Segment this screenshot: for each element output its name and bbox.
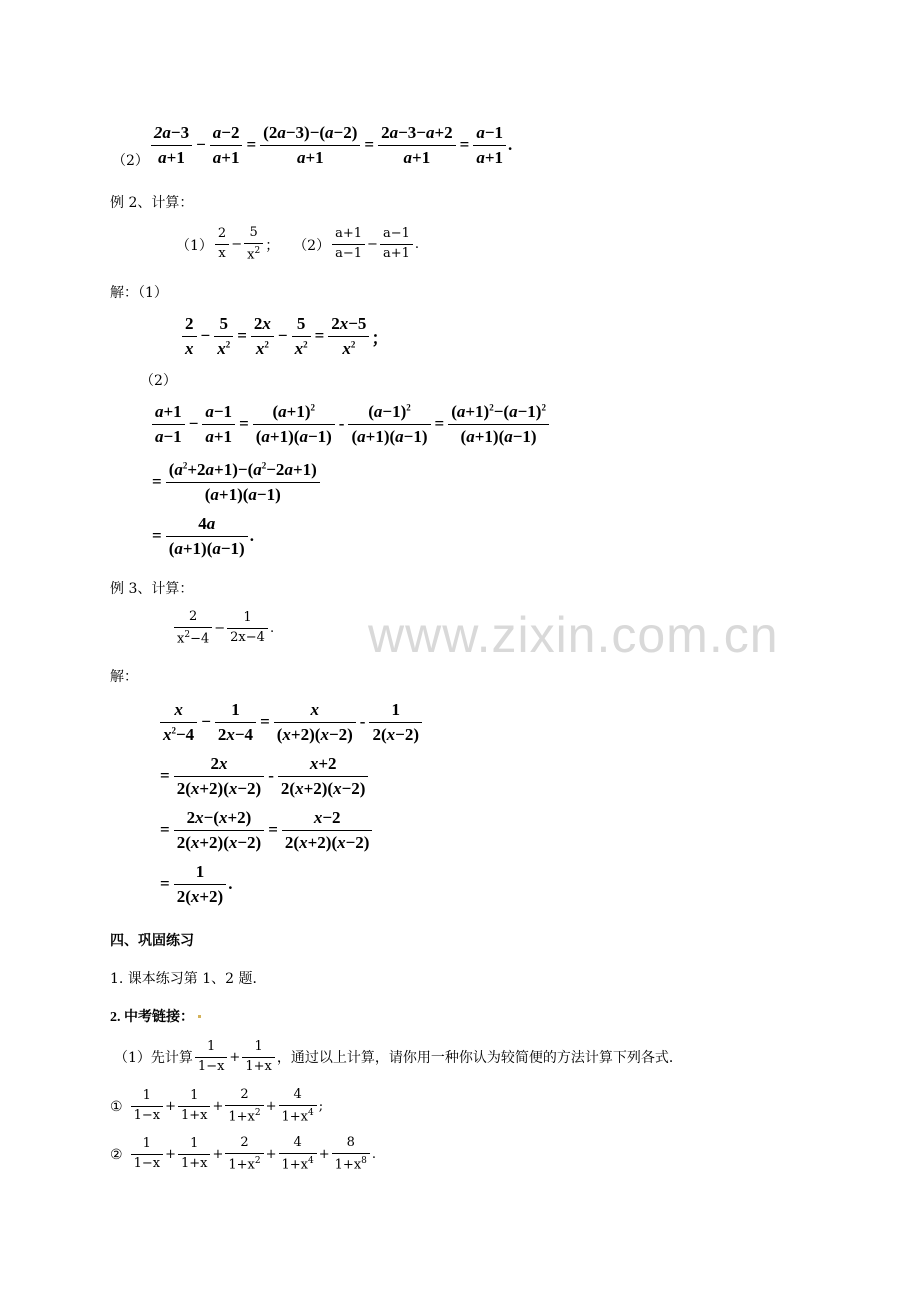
part2-label: （2） (112, 153, 149, 169)
section4-title: 四、巩固练习 (110, 934, 194, 949)
fraction: $\frac{2a-3-a+2}{a+1}$ (378, 123, 456, 167)
problem1-label: （1） (176, 237, 213, 254)
exam1-label: （1）先计算 (114, 1050, 193, 1067)
fraction: $\frac{(2a-3)-(a-2)}{a+1}$ (260, 123, 360, 167)
solution3-step2: = $\frac{2x}{2(x+2)(x-2)}$ - $\frac{x+2}{2(x+2)(x-2)}$ (158, 754, 370, 798)
circle-1: ① (110, 1098, 123, 1115)
example2-title: 例 2、计算： (110, 195, 194, 211)
solution1-label: 解：（1） (110, 285, 168, 301)
practice-item-2 (110, 1006, 201, 1026)
solution3-step4: = $\frac{1}{2(x+2)}$ . (160, 862, 233, 906)
solution2-step2: = $\frac{(a^2+2a+1)-(a^2-2a+1)}{(a+1)(a-1)}$ (150, 460, 322, 504)
watermark: www.zixin.com.cn (368, 607, 779, 663)
circle-2: ② (110, 1146, 123, 1163)
exam-question-1: （1）先计算 $\frac{1}{1-x}$ + $\frac{1}{1+x}$ ，通过以上计算，请你用一种你认为较简便的方法计算下列各式． (114, 1039, 683, 1074)
solution3-step3: = $\frac{2x-(x+2)}{2(x+2)(x-2)}$ = $\frac{x-2}{2(x+2)(x-2)}$ (158, 808, 374, 852)
solution3-step1: $\frac{x}{x^2-4}$ − $\frac{1}{2x-4}$ = $\frac{x}{(x+2)(x-2)}$ - $\frac{1}{2(x-2)}$ (158, 700, 424, 744)
solution2-step1: $\frac{a+1}{a-1}$ − $\frac{a-1}{a+1}$ = $\frac{(a+1)^2}{(a+1)(a-1)}$ - $\frac{(a-1)^2}{(a+1)(a-1)}$ = $\frac{(a+1)^2-(a-1)^2}{(a+1)(a-1)}$ (150, 402, 551, 446)
fraction: $\frac{a-2}{a+1}$ (210, 123, 243, 167)
practice-item-1: 1. 课本练习第 1、2 题． (110, 971, 267, 987)
practice-item-2-label: 2. 中考链接： (110, 1010, 194, 1025)
solution1-equation: $\frac{2}{x}$ − $\frac{5}{x^2}$ = $\frac{2x}{x^2}$ − $\frac{5}{x^2}$ = $\frac{2x-5}{x^2}$ ； (180, 314, 388, 358)
solution2-label: （2） (140, 373, 177, 389)
problem2-label: （2） (293, 237, 331, 254)
fraction: $\frac{2a-3}{a+1}$ (151, 123, 192, 167)
solution3-label: 解： (110, 669, 138, 685)
solution2-step3: = $\frac{4a}{(a+1)(a-1)}$ . (152, 514, 254, 558)
example3-problem: $\frac{2}{x^2-4}$ − $\frac{1}{2x-4}$ . (172, 610, 274, 647)
exam-item-2: ② $\frac{1}{1-x}$ + $\frac{1}{1+x}$ + $\frac{2}{1+x^2}$ + $\frac{4}{1+x^4}$ + $\frac{8}{1+x^8}$ . (110, 1135, 377, 1173)
exam1-text: ，通过以上计算，请你用一种你认为较简便的方法计算下列各式． (276, 1050, 683, 1067)
part2-equation: （2） $\frac{2a-3}{a+1}$ − $\frac{a-2}{a+1}$ = $\frac{(2a-3)-(a-2)}{a+1}$ = $\frac{2a-3-a+2}{a+1}$ = $\frac{a-1}{a+1}$ . (112, 122, 513, 169)
example2-problems: （1） $\frac{2}{x}$ − $\frac{5}{x^2}$ ； （2） $\frac{a+1}{a-1}$ − $\frac{a-1}{a+1}$ . (176, 225, 419, 263)
fraction: $\frac{a-1}{a+1}$ (473, 123, 506, 167)
example3-title: 例 3、计算： (110, 581, 194, 597)
exam-item-1: ① $\frac{1}{1-x}$ + $\frac{1}{1+x}$ + $\frac{2}{1+x^2}$ + $\frac{4}{1+x^4}$ ; (110, 1087, 324, 1125)
